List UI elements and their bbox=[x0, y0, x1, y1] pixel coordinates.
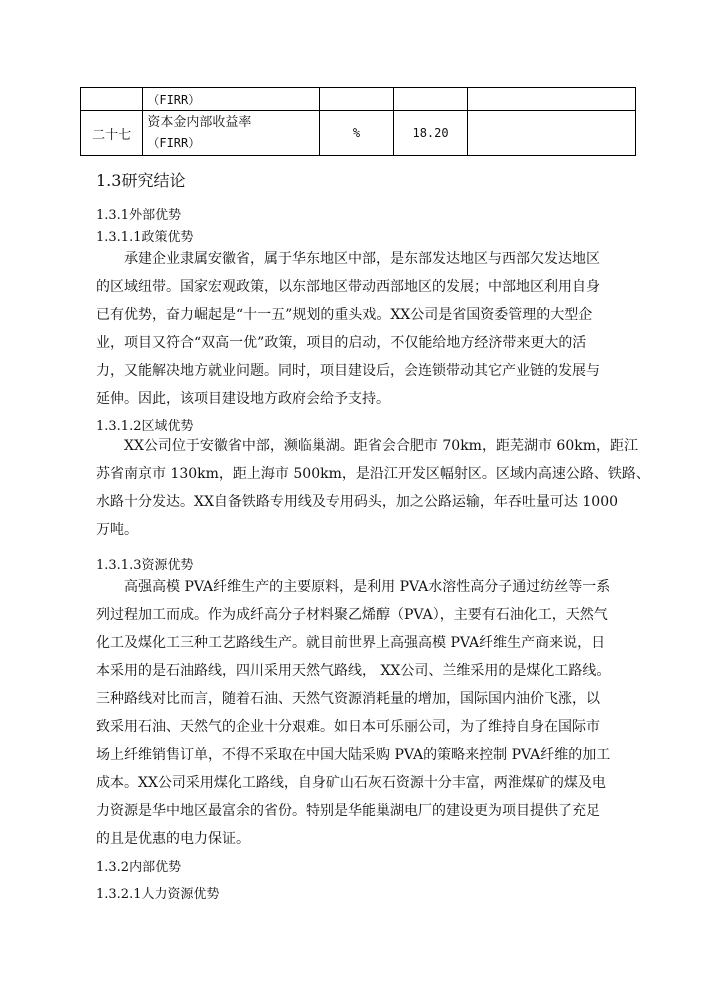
table-cell-value bbox=[393, 88, 468, 111]
text-line: 的且是优惠的电力保证。 bbox=[96, 831, 250, 847]
text-line: 力资源是华中地区最富余的省份。特别是华能巢湖电厂的建设更为项目提供了充足 bbox=[96, 803, 600, 819]
paragraph-resource bbox=[96, 573, 616, 853]
text-line: 苏省南京市 130km，距上海市 500km，是沿江开发区幅射区。区域内高速公路、铁路、 bbox=[96, 466, 650, 482]
table-cell-unit: % bbox=[320, 111, 394, 156]
table-cell-value: 18.20 bbox=[393, 111, 468, 156]
table-cell-name-line1: 资本金内部收益率 bbox=[147, 115, 252, 130]
heading-research-conclusion: 1.3研究结论 bbox=[96, 171, 186, 190]
text-line: 列过程加工而成。作为成纤高分子材料聚乙烯醇（PVA），主要有石油化工，天然气 bbox=[96, 607, 608, 623]
text-line: 力，又能解决地方就业问题。同时，项目建设后，会连锁带动其它产业链的发展与 bbox=[96, 363, 600, 379]
text-line: 承建企业隶属安徽省，属于华东地区中部，是东部发达地区与西部欠发达地区 bbox=[124, 251, 600, 267]
text-line: 水路十分发达。XX自备铁路专用线及专用码头，加之公路运输，年吞吐量可达 1000 bbox=[96, 494, 619, 510]
table-cell-name: （FIRR） bbox=[143, 88, 320, 111]
table-cell-no bbox=[81, 88, 143, 111]
table-cell-unit bbox=[320, 88, 394, 111]
text-line: 三种路线对比而言，随着石油、天然气资源消耗量的增加，国际国内油价飞涨，以 bbox=[96, 691, 600, 707]
table-row bbox=[81, 88, 636, 111]
text-line: 延伸。因此，该项目建设地方政府会给予支持。 bbox=[96, 391, 390, 407]
text-line: 高强高模 PVA纤维生产的主要原料，是利用 PVA水溶性高分子通过纺丝等一系 bbox=[124, 579, 611, 595]
text-line: 已有优势，奋力崛起是“十一五”规划的重头戏。XX公司是省国资委管理的大型企 bbox=[96, 307, 593, 323]
heading-region-advantage: 1.3.1.2区域优势 bbox=[96, 419, 194, 434]
table-cell-note bbox=[468, 88, 636, 111]
heading-hr-advantage: 1.3.2.1人力资源优势 bbox=[96, 887, 220, 902]
heading-external-advantages: 1.3.1外部优势 bbox=[96, 208, 182, 223]
text-line: 的区域纽带。国家宏观政策，以东部地区带动西部地区的发展；中部地区利用自身 bbox=[96, 279, 600, 295]
text-line: 化工及煤化工三种工艺路线生产。就目前世界上高强高模 PVA纤维生产商来说，日 bbox=[96, 635, 606, 651]
heading-internal-advantages: 1.3.2内部优势 bbox=[96, 860, 182, 875]
financial-indicator-table bbox=[80, 87, 636, 156]
heading-resource-advantage: 1.3.1.3资源优势 bbox=[96, 558, 194, 573]
heading-policy-advantage: 1.3.1.1政策优势 bbox=[96, 230, 194, 245]
text-line: 万吨。 bbox=[96, 522, 138, 538]
text-line: 成本。XX公司采用煤化工路线，自身矿山石灰石资源十分丰富，两淮煤矿的煤及电 bbox=[96, 775, 606, 791]
table-row bbox=[81, 111, 636, 156]
table-cell-note bbox=[468, 111, 636, 156]
paragraph-policy bbox=[96, 245, 616, 413]
table-cell-name-line2: （FIRR） bbox=[147, 136, 201, 150]
paragraph-region bbox=[96, 432, 650, 544]
text-line: 业，项目又符合“双高一优”政策，项目的启动，不仅能给地方经济带来更大的活 bbox=[96, 335, 587, 351]
text-line: 场上纤维销售订单，不得不采取在中国大陆采购 PVA的策略来控制 PVA纤维的加工 bbox=[96, 747, 611, 763]
text-line: 致采用石油、天然气的企业十分艰难。如日本可乐丽公司，为了维持自身在国际市 bbox=[96, 719, 600, 735]
text-line: XX公司位于安徽省中部，濒临巢湖。距省会合肥市 70km，距芜湖市 60km，距江 bbox=[124, 438, 638, 454]
text-line: 本采用的是石油路线，四川采用天然气路线， XX公司、兰维采用的是煤化工路线。 bbox=[96, 663, 611, 679]
table-cell-name bbox=[143, 111, 320, 156]
table-cell-no: 二十七 bbox=[81, 111, 143, 156]
